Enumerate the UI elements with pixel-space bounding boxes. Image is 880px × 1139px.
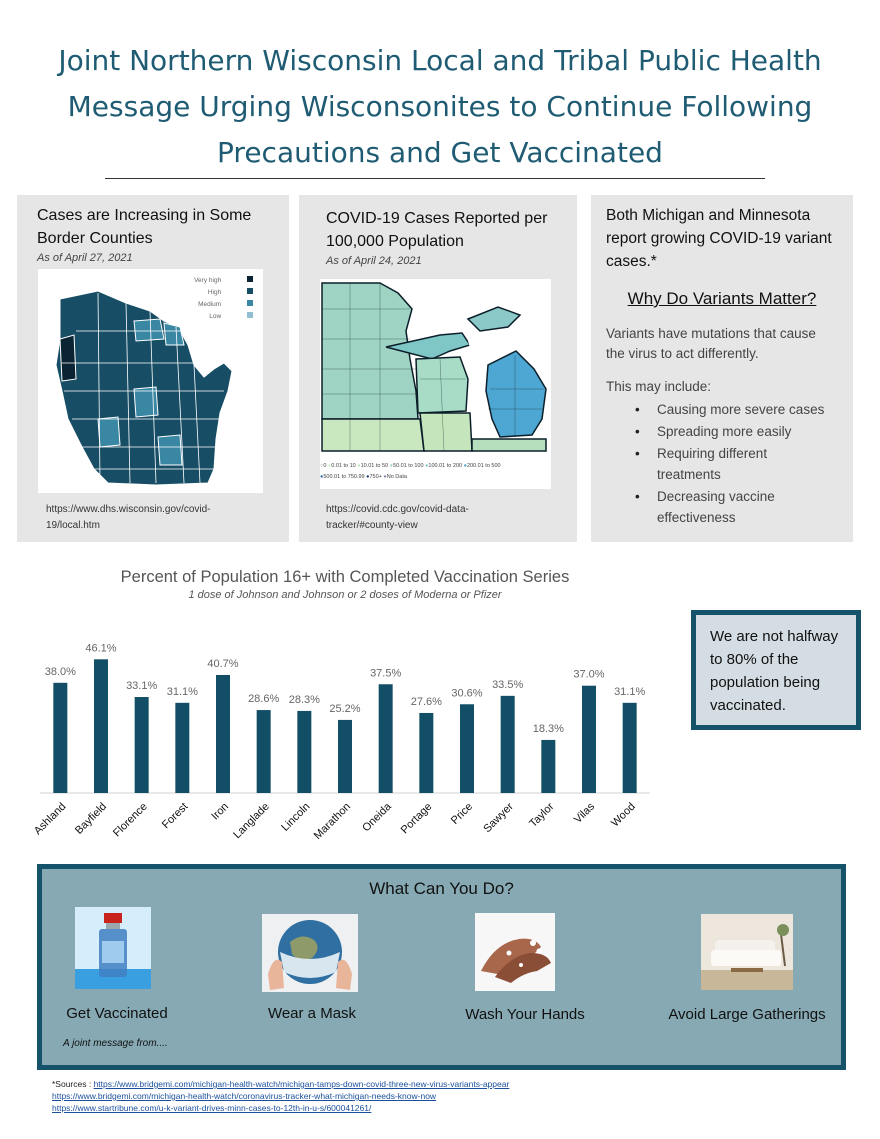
data-label: 37.0% [573,668,605,681]
globe-mask-icon [262,914,358,992]
x-tick-label: Lincoln [279,800,313,834]
bar-ashland [53,683,67,793]
x-tick-label: Price [448,800,476,827]
legend-swatch: ● [357,463,361,469]
may-include-label: This may include: [606,379,712,394]
legend-swatch: ● [463,463,467,469]
vaccination-bar-chart [30,620,670,860]
bar-vilas [582,686,596,793]
variant-effects-list [607,399,847,529]
callout-line: We are not halfway [710,628,839,645]
hand-washing-image [475,913,555,991]
variants-panel [591,195,853,542]
panel-date: As of April 27, 2021 [37,252,133,264]
legend-swatch: ● [389,463,393,469]
callout-line: population being [710,674,821,691]
panel-date: As of April 24, 2021 [326,255,422,267]
title-divider [105,178,765,179]
source-link[interactable]: https://covid.cdc.gov/covid-data- tracker/#county-view [326,504,469,531]
what-can-you-do-panel [37,864,846,1070]
cdc-map-image [320,279,551,489]
bar-florence [135,697,149,793]
bar-forest [175,703,189,793]
vaccine-vial-icon [75,907,151,989]
bar-taylor [541,740,555,793]
source-link[interactable]: https://www.startribune.com/u-k-variant-drives-minn-cases-to-12th-in-u-s/600041261/ [52,1103,372,1113]
legend-swatch [247,312,253,318]
title-line: Precautions and Get Vaccinated [217,136,663,169]
action-get-vaccinated: Get Vaccinated [66,1005,168,1022]
data-label: 33.5% [492,678,524,691]
map-legend: Very high High Medium Low [194,275,253,323]
cdc-map [320,279,551,454]
legend-swatch: ● [327,463,332,469]
legend-swatch [247,288,253,294]
section-title: What Can You Do? [369,879,514,898]
bar-lincoln [297,711,311,793]
list-item: • Causing more severe cases [607,399,847,420]
source-link[interactable]: https://www.dhs.wisconsin.gov/covid- 19/local.htm [46,504,211,531]
bar-wood [623,703,637,793]
x-tick-label: Wood [609,800,638,830]
x-tick-label: Bayfield [72,800,110,837]
source-link[interactable]: https://www.bridgemi.com/michigan-health-watch/michigan-tamps-down-covid-three-new-virus-variants-appear [93,1079,510,1089]
bar-sawyer [501,696,515,793]
legend-swatch [247,300,253,306]
bar-price [460,704,474,793]
bar-marathon [338,720,352,793]
title-line: Joint Northern Wisconsin Local and Tribal Public Health [58,44,822,77]
data-label: 31.1% [166,685,198,698]
hands-icon [475,913,555,991]
callout-line: vaccinated. [710,697,786,714]
panel-title: Cases are Increasing in Some Border Counties [37,207,252,247]
x-tick-label: Taylor [527,800,557,830]
bullet-icon: • [635,489,640,504]
joint-message-note: A joint message from.... [63,1038,168,1049]
variants-intro: Both Michigan and Minnesota report growing COVID-19 variant cases.* [606,207,832,270]
empty-room-image [701,914,793,990]
data-label: 40.7% [207,657,239,670]
bar-langlade [257,710,271,793]
data-label: 46.1% [85,642,117,655]
bar-portage [419,713,433,793]
x-tick-label: Portage [398,800,435,837]
variants-description: Variants have mutations that cause the virus to act differently. [606,326,816,361]
bar-iron [216,675,230,793]
action-avoid-gatherings: Avoid Large Gatherings [668,1006,826,1023]
x-tick-label: Oneida [360,800,394,835]
cdc-cases-panel [299,195,577,542]
halfway-callout [691,610,861,730]
legend-swatch: ● [425,463,429,469]
chart-title: Percent of Population 16+ with Completed Vaccination Series [120,568,570,586]
chart-subtitle: 1 dose of Johnson and Johnson or 2 doses of Moderna or Pfizer [188,589,502,601]
title-line: Message Urging Wisconsonites to Continue Following [67,90,813,123]
cdc-map-legend: ○0 ●0.01 to 10 ●10.01 to 50 ●50.01 to 100 ●100.01 to 200 ●200.01 to 500 ●500.01 to 750.99 ●750+ ●No Data [320,463,501,480]
x-tick-label: Iron [209,800,232,823]
data-label: 28.6% [248,693,280,706]
legend-swatch: ○ [320,463,324,469]
callout-line: to 80% of the [710,651,799,668]
data-label: 31.1% [614,685,646,698]
bar-bayfield [94,659,108,793]
legend-swatch: ● [320,474,324,480]
list-item: • Requiring different treatments [607,443,847,485]
mask-image [262,914,358,992]
data-label: 28.3% [288,693,320,706]
bullet-icon: • [635,402,640,417]
bullet-icon: • [635,446,640,461]
bullet-icon: • [635,424,640,439]
data-label: 18.3% [532,722,564,735]
data-label: 30.6% [451,687,483,700]
x-tick-label: Sawyer [481,800,516,836]
variants-heading: Why Do Variants Matter? [627,289,817,308]
sofa-room-icon [701,914,793,990]
wisconsin-cases-panel [17,195,289,542]
page-title [40,38,840,176]
legend-swatch: ● [383,474,387,480]
sources-footnote [52,1078,509,1114]
wisconsin-map-image [38,269,263,493]
legend-swatch: ● [366,474,370,480]
action-wash-hands: Wash Your Hands [465,1006,585,1023]
data-label: 38.0% [44,665,76,678]
data-label: 37.5% [370,667,402,680]
x-tick-label: Ashland [31,800,69,838]
legend-swatch [247,276,253,282]
source-link[interactable]: https://www.bridgemi.com/michigan-health-watch/coronavirus-tracker-what-michigan-needs-know-now [52,1091,437,1101]
x-tick-label: Marathon [311,800,354,842]
action-wear-mask: Wear a Mask [267,1005,357,1022]
x-tick-label: Vilas [571,800,598,826]
x-tick-label: Langlade [231,800,272,842]
sources-label: *Sources : [52,1079,94,1089]
data-label: 27.6% [410,695,442,708]
x-tick-label: Forest [159,800,191,832]
x-tick-label: Florence [111,800,150,840]
chart-heading [0,568,690,601]
data-label: 25.2% [329,702,361,715]
bar-oneida [379,684,393,793]
list-item: • Spreading more easily [607,421,847,442]
data-label: 33.1% [126,680,158,693]
vaccine-image [75,907,151,989]
list-item: • Decreasing vaccine effectiveness [607,486,847,528]
panel-title: COVID-19 Cases Reported per 100,000 Population [326,210,548,250]
